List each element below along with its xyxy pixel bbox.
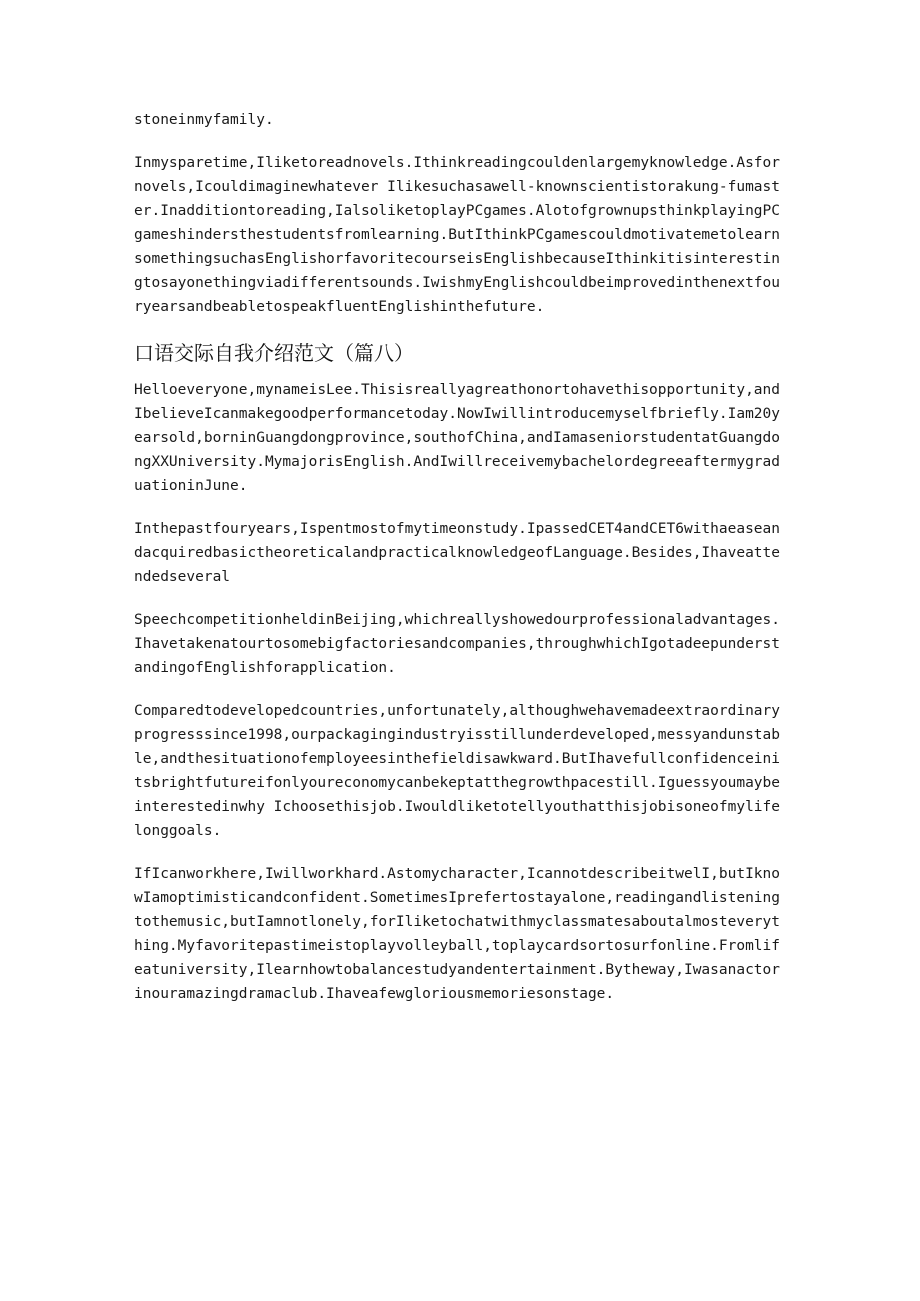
document-page	[134, 108, 782, 1025]
paragraph: IfIcanworkhere,Iwillworkhard.Astomycharacter,IcannotdescribeitwelI,butIknowIamoptimisticandconfident.SometimesIprefertostayalone,readingandlisteningtothemusic,butIamnotlonely,forIliketochatwithmyclassmatesaboutalmosteverything.Myfavoritepastimeistoplayvolleyball,toplaycardsortosurfonline.Fromlifeatuniversity,Ilearnhowtobalancestudyandentertainment.Bytheway,Iwasanactorinouramazingdramaclub.Ihaveafewgloriousmemoriesonstage.	[134, 866, 781, 1002]
paragraph: Helloeveryone,mynameisLee.Thisisreallyagreathonortohavethisopportunity,andIbelieveIcanmakegoodperformancetoday.NowIwillintroducemyselfbriefly.Iam20yearsold,borninGuangdongprovince,southofChina,andIamaseniorstudentatGuangdongXXUniversity.MymajorisEnglish.AndIwillreceivemybachelordegreeaftermygraduationinJune.	[134, 382, 781, 494]
paragraph: Comparedtodevelopedcountries,unfortunately,althoughwehavemadeextraordinaryprogresssince1998,ourpackagingindustryisstillunderdeveloped,messyandunstable,andthesituationofemployeesinthefieldisawkward.ButIhavefullconfidenceinitsbrightfutureifonlyoureconomycanbekeptatthegrowthpacestill.Iguessyoumaybeinterestedinwhy Ichoosethisjob.Iwouldliketotellyouthatthisjobisoneofmylifelonggoals.	[134, 703, 781, 839]
paragraph: stoneinmyfamily.	[134, 112, 274, 128]
section-heading: 口语交际自我介绍范文（篇八）	[134, 341, 414, 365]
paragraph: SpeechcompetitionheldinBeijing,whichreallyshowedourprofessionaladvantages.Ihavetakenatourtosomebigfactoriesandcompanies,throughwhichIgotadeepunderstandingofEnglishforapplication.	[134, 612, 781, 676]
paragraph: Inmysparetime,Iliketoreadnovels.Ithinkreadingcouldenlargemyknowledge.Asfornovels,Icouldimaginewhatever Ilikesuchasawell-knownscientistorakung-fumaster.Inadditiontoreading,IalsoliketoplayPCgames.AlotofgrownupsthinkplayingPCgameshindersthestudentsfromlearning.ButIthinkPCgamescouldmotivatemetolearnsomethingsuchasEnglishorfavoritecourseisEnglishbecauseIthinkitisinterestingtosayonethingviadifferentsounds.IwishmyEnglishcouldbeimprovedinthenextfouryearsandbeabletospeakfluentEnglishinthefuture.	[134, 155, 781, 315]
paragraph: Inthepastfouryears,Ispentmostofmytimeonstudy.IpassedCET4andCET6withaeaseandacquiredbasictheoreticalandpracticalknowledgeofLanguage.Besides,Ihaveattendedseveral	[134, 521, 781, 585]
